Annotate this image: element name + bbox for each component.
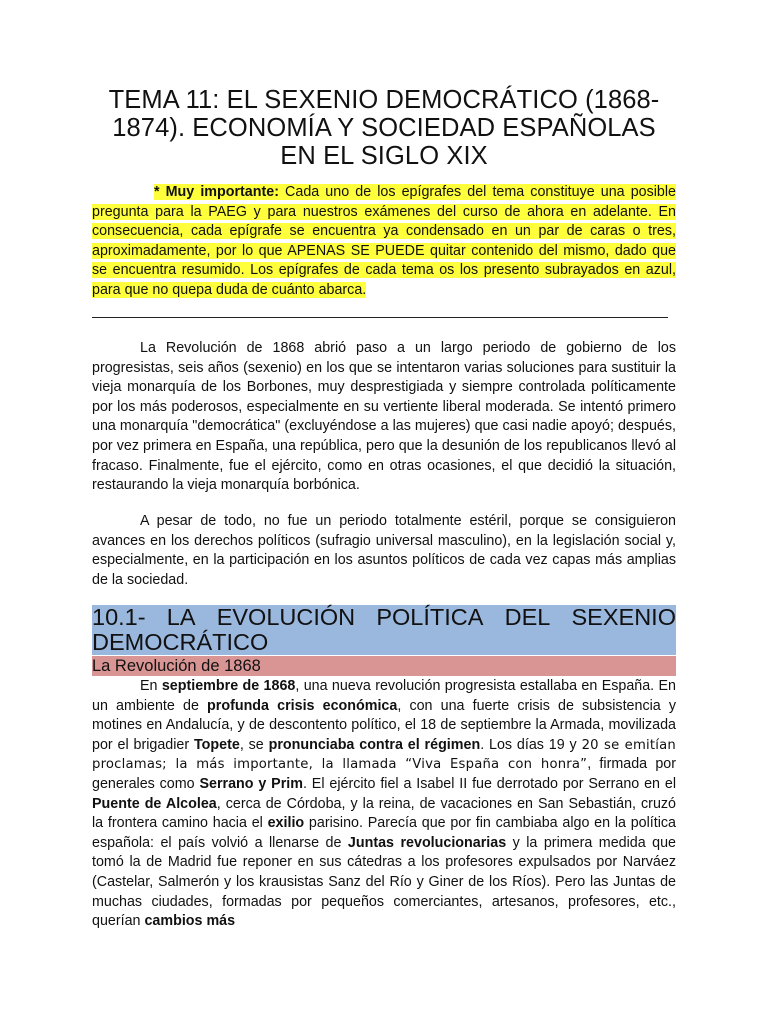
intro-paragraph-1-text: La Revolución de 1868 abrió paso a un largo periodo de gobierno de los progresistas, seis años (sexenio) en los que se intentaron varias soluciones para sustituir la vieja monarquía de los Borbones, muy desprestigiada y siempre controlada políticamente por los más poderosos, especialmente en su vertiente liberal moderada. Se intentó primero una monarquía "democrática" (excluyéndose a las mujeres) que casi nadie apoyó; después, por vez primera en España, una república, pero que la desunión de los republicanos llevó al fracaso. Finalmente, fue el ejército, como en otras ocasiones, el que decidió la situación, restaurando la vieja monarquía borbónica. [92, 340, 676, 494]
important-note [92, 183, 676, 301]
heading-word: EVOLUCIÓN [216, 604, 356, 630]
heading-word: POLÍTICA [376, 604, 484, 630]
heading-word: DEL [504, 604, 551, 630]
body-bold: Juntas revolucionarias [347, 834, 507, 851]
section-heading [92, 605, 676, 655]
intro-paragraph-1 [92, 339, 676, 496]
body-text: , con una fuerte crisis de subsistencia y motines en Andalucía, y de descontento político, el 18 de septiembre la Armada, movilizada por el brigadier [92, 697, 677, 753]
body-paragraph [92, 677, 676, 932]
body-text: , se [239, 736, 269, 753]
body-bold: cambios más [144, 913, 236, 930]
body-bold: pronunciaba contra el régimen [268, 736, 481, 753]
title-line-3: EN EL SIGLO XIX [280, 142, 488, 170]
body-bold: Puente de Alcolea [92, 795, 217, 812]
body-text: . Los días 19 y [480, 736, 582, 753]
heading-word: 10.1- [92, 604, 146, 630]
section-heading-line-1 [92, 605, 676, 630]
separator-line [92, 317, 668, 318]
body-bold: septiembre de 1868 [161, 678, 296, 694]
important-text: Cada uno de los epígrafes del tema constituye una posible pregunta para la PAEG y para nuestros exámenes del curso de ahora en adelante. En consecuencia, cada epígrafe se encuentra ya condensado en un par de caras o tres, aproximadamente, por lo que APENAS SE PUEDE quitar contenido del mismo, dado que se encuentra resumido. Los epígrafes de cada tema os los presento subrayados en azul, para que no quepa duda de cuánto abarca. [92, 184, 676, 298]
body-bold: exilio [267, 815, 305, 832]
intro-paragraph-2-text: A pesar de todo, no fue un periodo totalmente estéril, porque se consiguieron avances en los derechos políticos (sufragio universal masculino), en la legislación social y, especialmente, en la participación en los asuntos políticos de cada vez capas más amplias de la sociedad. [92, 513, 676, 588]
important-label: * Muy importante: [154, 184, 279, 200]
body-text-alt-font: 20 se emitían proclamas; la más importante, la llamada “Viva España con honra” [92, 737, 676, 773]
body-bold: Serrano y Prim [199, 775, 303, 792]
title-line-2: 1874). ECONOMÍA Y SOCIEDAD ESPAÑOLAS [112, 114, 656, 142]
body-bold: Topete [194, 736, 240, 753]
heading-word: LA [166, 604, 196, 630]
body-text: , una nueva revolución progresista estallaba en España. En un ambiente de [92, 678, 677, 714]
title-line-1: TEMA 11: EL SEXENIO DEMOCRÁTICO (1868- [108, 86, 660, 114]
body-text: y la primera medida que tomó la de Madrid fue reponer en sus cátedras a los profesores expulsados por Narváez (Castelar, Salmerón y los krausistas Sanz del Río y Giner de los Ríos). Pero las Juntas de muchas ciudades, formadas por pequeños comerciantes, artesanos, profesores, etc., querían [92, 834, 677, 930]
subsection-heading: La Revolución de 1868 [92, 656, 676, 676]
body-text: , firmada por generales como [92, 756, 676, 792]
body-text: parisino. Parecía que por fin cambiaba algo en la política española: el país volvió a llenarse de [92, 815, 677, 851]
body-text: , cerca de Córdoba, y la reina, de vacaciones en San Sebastián, cruzó la frontera camino hacia el [92, 795, 676, 832]
heading-word: SEXENIO [571, 604, 676, 630]
section-heading-line-2: DEMOCRÁTICO [92, 629, 269, 655]
body-text: En [140, 678, 162, 694]
document-title [92, 86, 676, 170]
body-text: . El ejército fiel a Isabel II fue derrotado por Serrano en el [302, 775, 676, 792]
intro-paragraph-2 [92, 512, 676, 590]
body-bold: profunda crisis económica [207, 697, 398, 714]
